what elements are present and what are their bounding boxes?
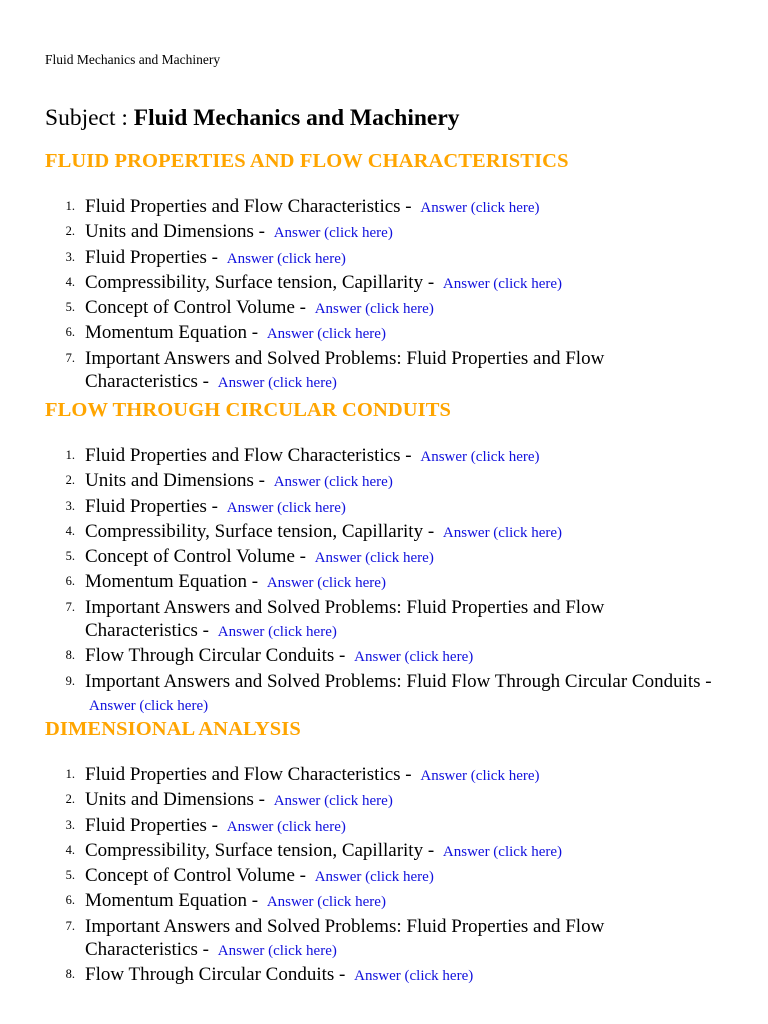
answer-link[interactable]: Answer (click here) xyxy=(89,697,209,714)
answer-link[interactable]: Answer (click here) xyxy=(442,275,563,292)
list-item: 3. Fluid Properties - Answer (click here) xyxy=(65,814,346,836)
subject-line xyxy=(45,105,460,132)
list-item: 2. Units and Dimensions - Answer (click here) xyxy=(65,221,393,243)
subject-name: Fluid Mechanics and Machinery xyxy=(133,105,460,131)
section-list-fluid-properties xyxy=(0,195,720,395)
answer-link[interactable]: Answer (click here) xyxy=(226,818,346,835)
list-item: 1. Fluid Properties and Flow Characteristics - Answer (click here) xyxy=(65,764,540,785)
answer-link[interactable]: Answer (click here) xyxy=(273,793,393,810)
list-item: 7. Important Answers and Solved Problems: Fluid Properties and Flow Characteristics - Answer (click here) xyxy=(65,915,605,961)
list-item: 9. Important Answers and Solved Problems: Fluid Flow Through Circular Conduits - Answer (click here) xyxy=(65,670,712,714)
list-item: 1. Fluid Properties and Flow Characteristics - Answer (click here) xyxy=(65,196,540,217)
subject-label: Subject : xyxy=(45,105,134,131)
answer-link[interactable]: Answer (click here) xyxy=(354,968,474,985)
section-heading-circular-conduits: FLOW THROUGH CIRCULAR CONDUITS xyxy=(45,399,452,421)
answer-link[interactable]: Answer (click here) xyxy=(314,301,434,318)
list-item: 8. Flow Through Circular Conduits - Answer (click here) xyxy=(65,645,474,667)
list-item: 3. Fluid Properties - Answer (click here) xyxy=(65,495,346,517)
list-item: 4. Compressibility, Surface tension, Capillarity - Answer (click here) xyxy=(65,839,563,861)
list-item: 7. Important Answers and Solved Problems: Fluid Properties and Flow Characteristics - Answer (click here) xyxy=(65,596,605,642)
page-header: Fluid Mechanics and Machinery xyxy=(45,52,221,67)
answer-link[interactable]: Answer (click here) xyxy=(420,768,540,784)
answer-link[interactable]: Answer (click here) xyxy=(420,449,540,465)
answer-link[interactable]: Answer (click here) xyxy=(442,524,563,541)
answer-link[interactable]: Answer (click here) xyxy=(442,843,563,860)
list-item: 2. Units and Dimensions - Answer (click here) xyxy=(65,789,393,811)
list-item: 6. Momentum Equation - Answer (click here) xyxy=(65,890,386,912)
answer-link[interactable]: Answer (click here) xyxy=(217,943,337,960)
answer-link[interactable]: Answer (click here) xyxy=(226,250,346,267)
answer-link[interactable]: Answer (click here) xyxy=(273,225,393,242)
answer-link[interactable]: Answer (click here) xyxy=(266,326,386,343)
section-list-dimensional-analysis xyxy=(0,763,720,989)
list-item: 5. Concept of Control Volume - Answer (click here) xyxy=(65,865,434,887)
answer-link[interactable]: Answer (click here) xyxy=(273,474,393,491)
list-item: 6. Momentum Equation - Answer (click here) xyxy=(65,571,386,593)
section-heading-dimensional-analysis: DIMENSIONAL ANALYSIS xyxy=(45,718,301,740)
list-item: 6. Momentum Equation - Answer (click here) xyxy=(65,322,386,344)
answer-link[interactable]: Answer (click here) xyxy=(266,894,386,911)
list-item: 5. Concept of Control Volume - Answer (click here) xyxy=(65,546,434,568)
list-item: 2. Units and Dimensions - Answer (click here) xyxy=(65,470,393,492)
list-item: 3. Fluid Properties - Answer (click here) xyxy=(65,246,346,268)
list-item: 5. Concept of Control Volume - Answer (click here) xyxy=(65,297,434,319)
section-list-circular-conduits xyxy=(0,444,720,718)
answer-link[interactable]: Answer (click here) xyxy=(420,200,540,216)
answer-link[interactable]: Answer (click here) xyxy=(266,575,386,592)
answer-link[interactable]: Answer (click here) xyxy=(217,624,337,641)
answer-link[interactable]: Answer (click here) xyxy=(314,869,434,886)
answer-link[interactable]: Answer (click here) xyxy=(217,375,337,392)
answer-link[interactable]: Answer (click here) xyxy=(314,550,434,567)
list-item: 4. Compressibility, Surface tension, Capillarity - Answer (click here) xyxy=(65,520,563,542)
section-heading-fluid-properties: FLUID PROPERTIES AND FLOW CHARACTERISTICS xyxy=(45,150,569,172)
list-item: 7. Important Answers and Solved Problems: Fluid Properties and Flow Characteristics - Answer (click here) xyxy=(65,347,605,393)
answer-link[interactable]: Answer (click here) xyxy=(226,499,346,516)
list-item: 8. Flow Through Circular Conduits - Answer (click here) xyxy=(65,964,474,986)
list-item: 1. Fluid Properties and Flow Characteristics - Answer (click here) xyxy=(65,445,540,466)
list-item: 4. Compressibility, Surface tension, Capillarity - Answer (click here) xyxy=(65,271,563,293)
answer-link[interactable]: Answer (click here) xyxy=(354,649,474,666)
